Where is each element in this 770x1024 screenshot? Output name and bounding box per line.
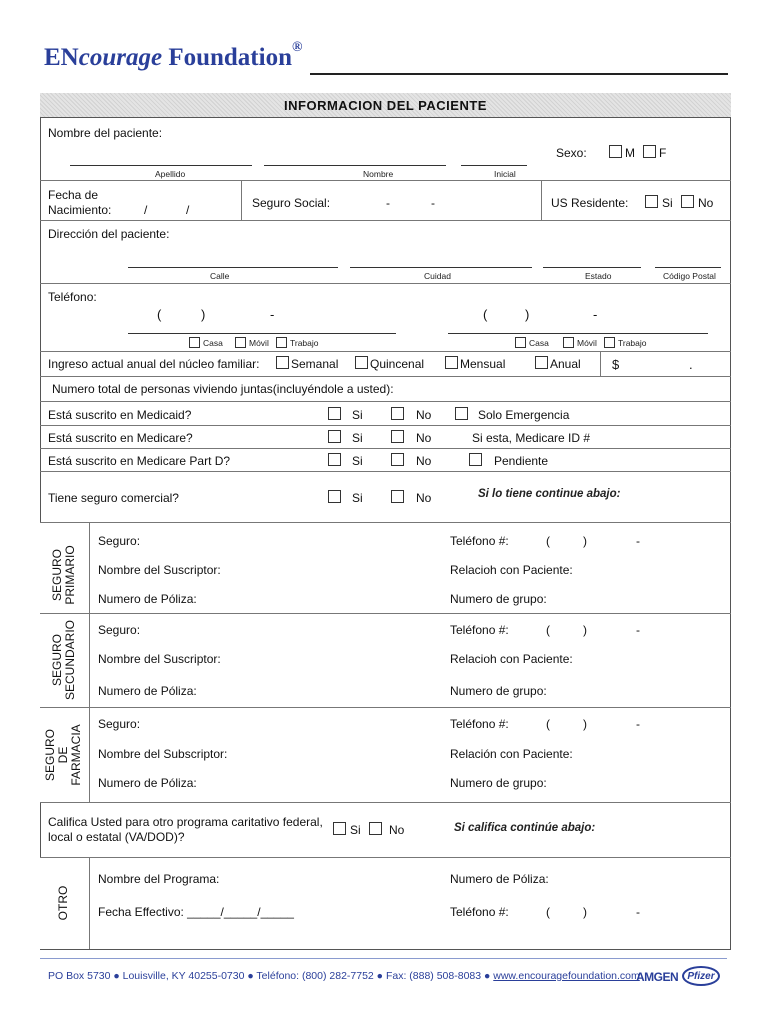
federal-question-line1: Califica Usted para otro programa caritativo federal, xyxy=(48,815,323,829)
medicaid-no-label: No xyxy=(416,408,432,422)
inicial-caption: Inicial xyxy=(494,169,516,179)
primary-phone-label: Teléfono #: xyxy=(450,534,509,548)
nombre-caption: Nombre xyxy=(363,169,394,179)
pharmacy-phone-paren-open: ( xyxy=(546,717,550,731)
secondary-phone-paren-close: ) xyxy=(583,623,587,637)
income-semanal-checkbox[interactable] xyxy=(276,356,289,369)
divider xyxy=(40,613,731,614)
medicare-d-yes-label: Si xyxy=(352,454,363,468)
pharmacy-side-label: SEGURO DE FARMACIA xyxy=(43,724,83,786)
dob-label-1: Fecha de xyxy=(48,188,99,202)
secondary-group-label: Numero de grupo: xyxy=(450,684,547,698)
divider xyxy=(40,425,731,426)
zip-caption: Código Postal xyxy=(663,271,716,281)
phone1-casa-checkbox[interactable] xyxy=(189,337,200,348)
commercial-yes-label: Si xyxy=(352,491,363,505)
federal-note: Si califica continúe abajo: xyxy=(454,822,596,834)
other-phone-label: Teléfono #: xyxy=(450,905,509,919)
apellido-caption: Apellido xyxy=(155,169,186,179)
phone1-paren-close: ) xyxy=(201,307,206,322)
pending-checkbox[interactable] xyxy=(469,453,482,466)
phone1-casa-label: Casa xyxy=(203,338,223,348)
phone2-casa-label: Casa xyxy=(529,338,549,348)
phone1-movil-label: Móvil xyxy=(249,338,269,348)
income-quincenal-checkbox[interactable] xyxy=(355,356,368,369)
federal-question-line2: local o estatal (VA/DOD)? xyxy=(48,830,185,844)
sex-f-label: F xyxy=(659,146,667,160)
income-quincenal-label: Quincenal xyxy=(370,357,425,371)
phone1-dash: - xyxy=(270,307,275,322)
section-banner: INFORMACION DEL PACIENTE xyxy=(40,93,731,118)
pharmacy-relation-label: Relación con Paciente: xyxy=(450,747,573,761)
other-phone-paren-open: ( xyxy=(546,905,550,919)
us-resident-label: US Residente: xyxy=(551,196,629,210)
initial-field[interactable] xyxy=(461,165,527,166)
federal-yes-checkbox[interactable] xyxy=(333,822,346,835)
medicaid-label: Está suscrito en Medicaid? xyxy=(48,408,192,422)
pharmacy-subscriber-label: Nombre del Subscriptor: xyxy=(98,747,228,761)
medicare-d-no-label: No xyxy=(416,454,432,468)
divider xyxy=(40,471,731,472)
phone2-movil-checkbox[interactable] xyxy=(563,337,574,348)
phone1-paren-open: ( xyxy=(157,307,162,322)
divider xyxy=(541,180,542,220)
medicare-no-label: No xyxy=(416,431,432,445)
primary-phone-paren-open: ( xyxy=(546,534,550,548)
us-resident-no-label: No xyxy=(698,196,714,210)
sex-f-checkbox[interactable] xyxy=(643,145,656,158)
phone2-trabajo-checkbox[interactable] xyxy=(604,337,615,348)
secondary-policy-label: Numero de Póliza: xyxy=(98,684,197,698)
dob-sep-2: / xyxy=(186,203,190,217)
commercial-yes-checkbox[interactable] xyxy=(328,490,341,503)
primary-subscriber-label: Nombre del Suscriptor: xyxy=(98,563,221,577)
divider xyxy=(40,401,731,402)
medicare-yes-label: Si xyxy=(352,431,363,445)
primary-phone-dash: - xyxy=(636,534,640,548)
phone-label: Teléfono: xyxy=(48,290,97,304)
income-mensual-label: Mensual xyxy=(460,357,506,371)
other-phone-dash: - xyxy=(636,905,640,919)
phone1-trabajo-checkbox[interactable] xyxy=(276,337,287,348)
continue-note: Si lo tiene continue abajo: xyxy=(478,488,621,500)
footer-contact xyxy=(48,970,640,982)
income-semanal-label: Semanal xyxy=(291,357,339,371)
dob-sep-1: / xyxy=(144,203,148,217)
zip-field[interactable] xyxy=(655,267,721,268)
federal-yes-label: Si xyxy=(350,823,361,837)
divider xyxy=(40,220,731,221)
primary-seguro-label: Seguro: xyxy=(98,534,141,548)
secondary-relation-label: Relacioh con Paciente: xyxy=(450,652,573,666)
address-label: Dirección del paciente: xyxy=(48,227,170,241)
us-resident-no-checkbox[interactable] xyxy=(681,195,694,208)
first-name-field[interactable] xyxy=(264,165,446,166)
other-program-label: Nombre del Programa: xyxy=(98,872,220,886)
divider xyxy=(40,283,731,284)
divider xyxy=(40,707,731,708)
ssn-dash-2: - xyxy=(431,196,435,210)
pfizer-logo: Pfizer xyxy=(682,966,720,986)
other-effective-date-label: Fecha Effectivo: _____/_____/_____ xyxy=(98,905,294,919)
medicaid-yes-checkbox[interactable] xyxy=(328,407,341,420)
sex-m-checkbox[interactable] xyxy=(609,145,622,158)
household-label: Numero total de personas viviendo juntas(incluyéndole a usted): xyxy=(52,382,394,396)
medicare-yes-checkbox[interactable] xyxy=(328,430,341,443)
medicare-d-label: Está suscrito en Medicare Part D? xyxy=(48,454,231,468)
income-anual-label: Anual xyxy=(550,357,581,371)
medicaid-yes-label: Si xyxy=(352,408,363,422)
divider xyxy=(40,448,731,449)
state-field[interactable] xyxy=(543,267,641,268)
secondary-phone-dash: - xyxy=(636,623,640,637)
dob-label-2: Nacimiento: xyxy=(48,203,112,217)
medicare-id-label: Si esta, Medicare ID # xyxy=(472,431,591,445)
phone2-field[interactable] xyxy=(448,333,708,334)
sex-label: Sexo: xyxy=(556,146,587,160)
medicaid-no-checkbox[interactable] xyxy=(391,407,404,420)
emergency-only-checkbox[interactable] xyxy=(455,407,468,420)
divider xyxy=(40,522,731,523)
pharmacy-seguro-label: Seguro: xyxy=(98,717,141,731)
pharmacy-policy-label: Numero de Póliza: xyxy=(98,776,197,790)
phone2-paren-open: ( xyxy=(483,307,488,322)
commercial-no-checkbox[interactable] xyxy=(391,490,404,503)
emergency-only-label: Solo Emergencia xyxy=(478,408,570,422)
other-phone-paren-close: ) xyxy=(583,905,587,919)
medicare-no-checkbox[interactable] xyxy=(391,430,404,443)
primary-phone-paren-close: ) xyxy=(583,534,587,548)
last-name-field[interactable] xyxy=(70,165,252,166)
pharmacy-group-label: Numero de grupo: xyxy=(450,776,547,790)
primary-relation-label: Relacioh con Paciente: xyxy=(450,563,573,577)
phone1-trabajo-label: Trabajo xyxy=(290,338,319,348)
patient-name-label: Nombre del paciente: xyxy=(48,126,163,140)
divider xyxy=(600,351,601,376)
primary-group-label: Numero de grupo: xyxy=(450,592,547,606)
pharmacy-phone-paren-close: ) xyxy=(583,717,587,731)
phone2-trabajo-label: Trabajo xyxy=(618,338,647,348)
ssn-label: Seguro Social: xyxy=(252,196,331,210)
secondary-side-label: SEGURO SECUNDARIO xyxy=(50,620,77,701)
other-policy-label: Numero de Póliza: xyxy=(450,872,549,886)
phone2-paren-close: ) xyxy=(525,307,530,322)
us-resident-yes-checkbox[interactable] xyxy=(645,195,658,208)
sex-m-label: M xyxy=(625,146,635,160)
income-mensual-checkbox[interactable] xyxy=(445,356,458,369)
footer-website-link[interactable]: www.encouragefoundation.com xyxy=(493,970,640,982)
foundation-title: ENcourage Foundation® xyxy=(44,40,303,71)
primary-side-label: SEGURO PRIMARIO xyxy=(50,545,77,605)
medicare-label: Está suscrito en Medicare? xyxy=(48,431,193,445)
secondary-seguro-label: Seguro: xyxy=(98,623,141,637)
secondary-phone-paren-open: ( xyxy=(546,623,550,637)
income-label: Ingreso actual anual del núcleo familiar: xyxy=(48,357,260,371)
calle-caption: Calle xyxy=(210,271,230,281)
header-rule xyxy=(310,73,728,75)
divider xyxy=(40,351,731,352)
pharmacy-phone-label: Teléfono #: xyxy=(450,717,509,731)
medicare-d-no-checkbox[interactable] xyxy=(391,453,404,466)
secondary-subscriber-label: Nombre del Suscriptor: xyxy=(98,652,221,666)
divider xyxy=(40,376,731,377)
federal-no-label: No xyxy=(389,823,405,837)
other-side-label: OTRO xyxy=(56,885,70,921)
street-field[interactable] xyxy=(128,267,338,268)
phone2-dash: - xyxy=(593,307,598,322)
divider xyxy=(40,802,731,803)
divider xyxy=(241,180,242,220)
ciudad-caption: Cuidad xyxy=(424,271,451,281)
pending-label: Pendiente xyxy=(494,454,549,468)
ssn-dash-1: - xyxy=(386,196,390,210)
commercial-label: Tiene seguro comercial? xyxy=(48,491,179,505)
medicare-d-yes-checkbox[interactable] xyxy=(328,453,341,466)
income-decimal: . xyxy=(689,357,693,372)
secondary-phone-label: Teléfono #: xyxy=(450,623,509,637)
divider xyxy=(40,857,731,858)
phone1-movil-checkbox[interactable] xyxy=(235,337,246,348)
primary-policy-label: Numero de Póliza: xyxy=(98,592,197,606)
income-dollar: $ xyxy=(612,357,620,372)
phone2-casa-checkbox[interactable] xyxy=(515,337,526,348)
city-field[interactable] xyxy=(350,267,532,268)
amgen-logo: AMGEN xyxy=(636,970,679,984)
phone2-movil-label: Móvil xyxy=(577,338,597,348)
footer-rule xyxy=(40,958,727,959)
phone1-field[interactable] xyxy=(128,333,396,334)
footer-address: PO Box 5730 ● Louisville, KY 40255-0730 ● Teléfono: (800) 282-7752 ● Fax: (888) 508-8083 ● xyxy=(48,970,494,982)
pharmacy-phone-dash: - xyxy=(636,717,640,731)
commercial-no-label: No xyxy=(416,491,432,505)
divider xyxy=(40,180,731,181)
income-anual-checkbox[interactable] xyxy=(535,356,548,369)
us-resident-yes-label: Si xyxy=(662,196,673,210)
estado-caption: Estado xyxy=(585,271,612,281)
federal-no-checkbox[interactable] xyxy=(369,822,382,835)
